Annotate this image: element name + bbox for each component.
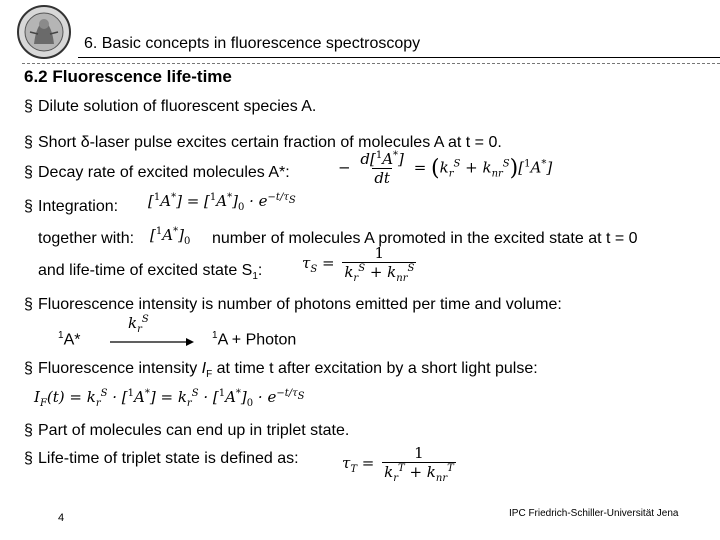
bullet-text: Dilute solution of fluorescent species A. — [38, 98, 317, 115]
bullet-text: Life-time of triplet state is defined as: — [38, 450, 299, 467]
section-divider — [22, 63, 720, 64]
section-title: 6.2 Fluorescence life-time — [24, 67, 232, 86]
bullet-text: Integration: — [38, 198, 119, 215]
reactant-superscript: 1 — [58, 330, 64, 341]
triplet-lifetime-equation: $\tau_T$ = $\frac{1}{k_r^T + k_{nr}^T}$ — [342, 444, 454, 484]
bullet-marker: § — [24, 296, 33, 313]
reaction-reactant — [58, 330, 80, 349]
intensity-time-equation: $I_F(t) = k_r^S \cdot [^1A^*] = k_r^S \cdot [^1A^*]_0 \cdot e^{-t/\tau_S}$ — [34, 388, 305, 409]
intensity-time-pre: Fluorescence intensity — [38, 360, 202, 377]
bullet-marker: § — [24, 360, 33, 377]
bullet-triplet-lifetime — [24, 450, 299, 468]
product-label: A + Photon — [217, 331, 297, 349]
initial-concentration-symbol: $[^1A^*]_0$ — [150, 226, 191, 247]
intensity-variable: I — [201, 360, 207, 377]
rate-symbol: k — [128, 314, 138, 332]
bullet-text: Short δ-laser pulse excites certain fraction of molecules A at t = 0. — [38, 134, 502, 151]
lifetime-line — [38, 262, 262, 282]
product-superscript: 1 — [212, 330, 218, 341]
intensity-subscript: F — [206, 369, 213, 381]
together-with-line — [38, 230, 134, 248]
reactant-label: A* — [63, 331, 81, 349]
integration-equation: $[^1A^*] = [^1A^*]_0 \cdot e^{-t/\tau_S}$ — [148, 192, 296, 213]
institution-label: IPC Friedrich-Schiller-Universität Jena — [509, 508, 679, 519]
number-promoted-text: number of molecules A promoted in the excited state at t = 0 — [212, 230, 638, 247]
bullet-text: Part of molecules can end up in triplet state. — [38, 422, 350, 439]
bullet-triplet-part — [24, 422, 349, 440]
reaction-product — [212, 330, 296, 349]
lifetime-label-post: : — [257, 262, 263, 279]
page-number: 4 — [58, 512, 65, 524]
bullet-marker: § — [24, 98, 33, 115]
intensity-time-post: at time t after excitation by a short light pulse: — [212, 360, 538, 377]
bullet-intensity-definition — [24, 296, 562, 314]
bullet-marker: § — [24, 450, 33, 467]
bullet-intensity-time — [24, 360, 538, 380]
reaction-arrow-icon — [110, 334, 194, 352]
reaction-rate-constant — [128, 314, 149, 335]
bullet-dilute — [24, 98, 316, 116]
bullet-decay-rate — [24, 164, 290, 182]
bullet-marker: § — [24, 134, 33, 151]
lifetime-label-sub: 1 — [252, 271, 258, 283]
bullet-integration — [24, 198, 118, 216]
header-rule — [78, 57, 720, 58]
bullet-marker: § — [24, 198, 33, 215]
lifetime-label: and life-time of excited state S — [38, 262, 253, 279]
together-with-label: together with: — [38, 230, 135, 247]
bullet-marker: § — [24, 422, 33, 439]
university-seal-icon — [16, 4, 72, 60]
decay-rate-equation: − $\frac{d[^1A^*]}{dt}$ = $(k_r^S + k_{nr}^S)[^1A^*]$ — [338, 150, 553, 187]
rate-subscript: r — [137, 324, 142, 335]
lifetime-equation: $\tau_S$ = $\frac{1}{k_r^S + k_{nr}^S}$ — [302, 244, 415, 284]
bullet-text: Fluorescence intensity is number of photons emitted per time and volume: — [38, 296, 562, 313]
header-title: 6. Basic concepts in fluorescence spectroscopy — [84, 35, 421, 52]
bullet-text: Decay rate of excited molecules A*: — [38, 164, 290, 181]
bullet-marker: § — [24, 164, 33, 181]
rate-superscript: S — [141, 314, 149, 325]
